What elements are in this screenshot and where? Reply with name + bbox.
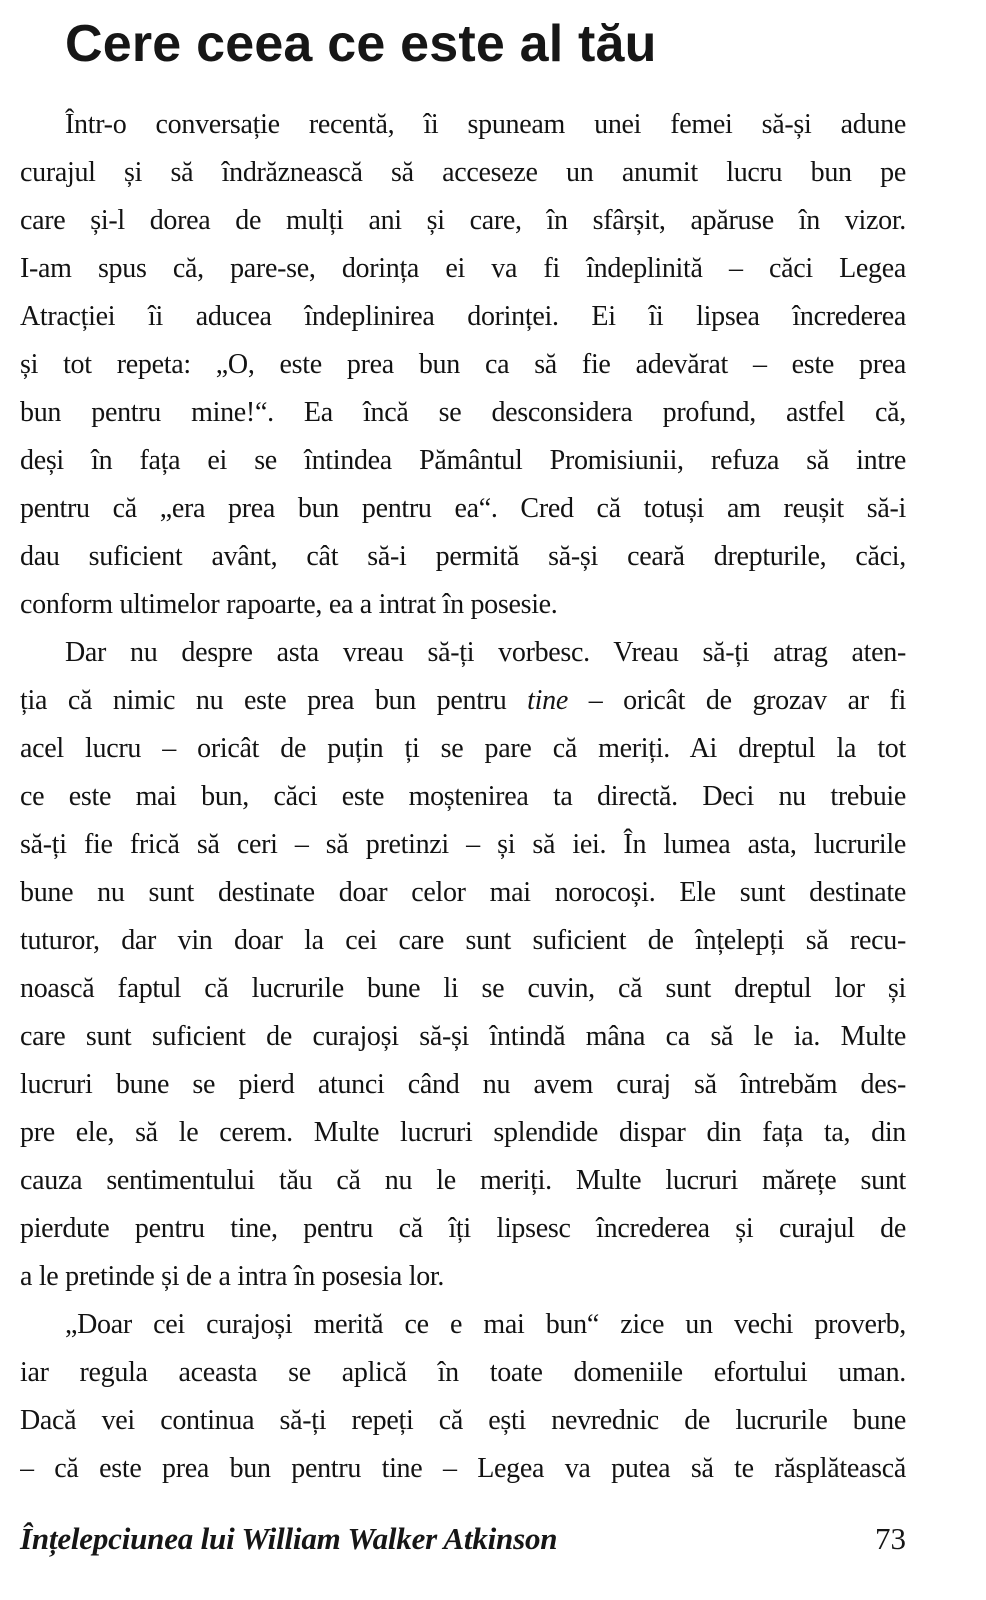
text-line: iar regula aceasta se aplică în toate domeniile efortului uman. bbox=[20, 1357, 906, 1389]
text-line: noască faptul că lucrurile bune li se cuvin, că sunt dreptul lor și bbox=[20, 973, 906, 1005]
text-line: acel lucru – oricât de puțin ți se pare că meriți. Ai dreptul la tot bbox=[20, 733, 906, 765]
paragraph bbox=[20, 629, 906, 1301]
text-line: cauza sentimentului tău că nu le meriți. Multe lucruri mărețe sunt bbox=[20, 1165, 906, 1197]
text-line: bune nu sunt destinate doar celor mai norocoși. Ele sunt destinate bbox=[20, 877, 906, 909]
text-line: conform ultimelor rapoarte, ea a intrat în posesie. bbox=[20, 589, 558, 621]
text-line: pierdute pentru tine, pentru că îți lipsesc încrederea și curajul de bbox=[20, 1213, 906, 1245]
text-line: bun pentru mine!“. Ea încă se desconsidera profund, astfel că, bbox=[20, 397, 906, 429]
text-line: pentru că „era prea bun pentru ea“. Cred că totuși am reușit să-i bbox=[20, 493, 906, 525]
page-footer bbox=[20, 1521, 906, 1557]
text-line: care sunt suficient de curajoși să-și întindă mâna ca să le ia. Multe bbox=[20, 1021, 906, 1053]
text-line: pre ele, să le cerem. Multe lucruri splendide dispar din fața ta, din bbox=[20, 1117, 906, 1149]
text-line: tuturor, dar vin doar la cei care sunt suficient de înțelepți să recu- bbox=[20, 925, 906, 957]
text-line: dau suficient avânt, cât să-i permită să-și ceară drepturile, căci, bbox=[20, 541, 906, 573]
paragraph bbox=[20, 1301, 906, 1493]
text-line: ce este mai bun, căci este moștenirea ta directă. Deci nu trebuie bbox=[20, 781, 906, 813]
text-line: care și-l dorea de mulți ani și care, în sfârșit, apăruse în vizor. bbox=[20, 205, 906, 237]
text-line: lucruri bune se pierd atunci când nu avem curaj să întrebăm des- bbox=[20, 1069, 906, 1101]
page-number: 73 bbox=[875, 1521, 906, 1557]
text-line: Dar nu despre asta vreau să-ți vorbesc. Vreau să-ți atrag aten- bbox=[65, 637, 906, 669]
chapter-title: Cere ceea ce este al tău bbox=[65, 15, 657, 73]
body-text bbox=[20, 101, 906, 1493]
paragraph bbox=[20, 101, 906, 629]
text-line: deși în fața ei se întindea Pământul Promisiunii, refuza să intre bbox=[20, 445, 906, 477]
text-line: să-ți fie frică să ceri – să pretinzi – și să iei. În lumea asta, lucrurile bbox=[20, 829, 906, 861]
text-line: curajul și să îndrăznească să acceseze un anumit lucru bun pe bbox=[20, 157, 906, 189]
text-line: „Doar cei curajoși merită ce e mai bun“ zice un vechi proverb, bbox=[65, 1309, 906, 1341]
text-line: Atracției îi aducea îndeplinirea dorinței. Ei îi lipsea încrederea bbox=[20, 301, 906, 333]
text-line: Dacă vei continua să-ți repeți că ești nevrednic de lucrurile bune bbox=[20, 1405, 906, 1437]
text-line: și tot repeta: „O, este prea bun ca să fie adevărat – este prea bbox=[20, 349, 906, 381]
running-book-title: Înțelepciunea lui William Walker Atkinson bbox=[20, 1521, 558, 1557]
text-line: Într-o conversație recentă, îi spuneam unei femei să-și adune bbox=[65, 109, 906, 141]
text-line: a le pretinde și de a intra în posesia lor. bbox=[20, 1261, 445, 1293]
text-line: ția că nimic nu este prea bun pentru tine – oricât de grozav ar fi bbox=[20, 685, 906, 717]
text-line: I-am spus că, pare-se, dorința ei va fi îndeplinită – căci Legea bbox=[20, 253, 906, 285]
text-line: – că este prea bun pentru tine – Legea va putea să te răsplătească bbox=[20, 1453, 906, 1485]
